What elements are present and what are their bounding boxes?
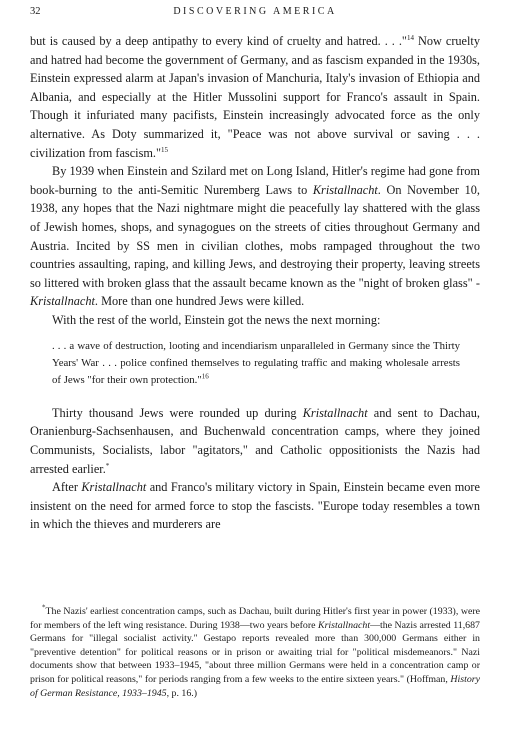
paragraph-5-text-b: and Franco's military victory in Spain, Einstein became even more insistent on the need for armed force to stop the fascists. "Europe today resembles a town in which the thieves and murderers are	[30, 480, 480, 532]
italic-term: Kristallnacht	[312, 182, 378, 197]
paragraph-2-text-c: . More than one hundred Jews were killed.	[94, 294, 305, 309]
footnote-text-c: , p. 16.)	[166, 687, 198, 699]
paragraph-5-text-a: After	[52, 480, 82, 495]
paragraph-1-text-a: but is caused by a deep antipathy to every kind of cruelty and hatred. . . ."	[30, 34, 407, 48]
footnote-text-a: The Nazis' earliest concentration camps, such as Dachau, built during Hitler's first year in power (1933), were for members of the left wing resistance. During 1938—two years before	[30, 606, 480, 631]
endnote-ref-15: 15	[161, 145, 169, 154]
paragraph-3: With the rest of the world, Einstein got the news the next morning:	[52, 312, 381, 327]
endnote-ref-14: 14	[406, 33, 414, 42]
footnote-marker: *	[105, 461, 110, 470]
body-text	[30, 32, 480, 534]
paragraph-2-text-a: By 1939 when Einstein and Szilard met on Long Island, Hitler's regime had gone from book-burning to the anti-Semitic Nuremberg Laws to	[30, 164, 480, 197]
paragraph-4	[30, 404, 480, 478]
page-header	[30, 6, 480, 20]
footnote-text-b: —the Nazis arrested 11,687 Germans for "illegal socialist activity." Gestapo reports revealed more than 300,000 Germans either in "preventive detention" for political reasons or in prison or awaiting trial for "political misdemeanors." Nazi documents show that between 1933–1945, "about three million Germans were held in a concentration camp or prison for political reasons," for periods ranging from a few weeks to the entire sixteen years." (Hoffman,	[30, 619, 480, 685]
footnote-star: *	[42, 603, 46, 612]
footnote-text	[30, 605, 480, 700]
block-quote	[52, 338, 460, 390]
italic-term: Kristallnacht	[302, 405, 368, 420]
paragraph-5	[30, 478, 480, 534]
paragraph-2	[30, 162, 480, 311]
italic-term: Kristallnacht	[30, 294, 95, 309]
paragraph-4-text-a: Thirty thousand Jews were rounded up during	[52, 405, 303, 420]
paragraph-2-text-b: . On November 10, 1938, any hopes that the Nazi nightmare might die peacefully lay shattered with the glass of Jewish homes, shops, and synagogues on the streets of cities throughout Germany and Austria. Incited by SS men in civilian clothes, mobs rampaged throughout the two countries assaulting, raping, and killing Jews, and destroying their property, leaving streets so littered with broken glass that the assault became known as the "night of broken glass" -	[30, 182, 480, 290]
footnote	[30, 605, 480, 700]
paragraph-1	[30, 32, 480, 162]
paragraph-4-text-b: and sent to Dachau, Oranienburg-Sachsenhausen, and Buchenwald concentration camps, where they joined Communists, Socialists, labor "agitators," and Catholic oppositionists the Nazis had arrested earlier.	[30, 405, 480, 476]
endnote-ref-16: 16	[201, 372, 209, 381]
citation-title: History of German Resistance, 1933–1945	[30, 673, 480, 699]
paragraph-1-text-b: Now cruelty and hatred had become the government of Germany, and as fascism expanded in the 1930s, Einstein expressed alarm at Japan's invasion of Manchuria, Italy's invasion of Ethiopia and Albania, and especially at the Hitler Mussolini support for Franco's assault in Spain. Though it infuriated many pacifists, Einstein increasingly advocated force as the only alternative. As Doty summarized it, "Peace was not above survival or saving . . . civilization from fascism."	[30, 34, 480, 160]
italic-term: Kristallnacht	[81, 480, 147, 495]
block-quote-text: . . . a wave of destruction, looting and incendiarism unparalleled in Germany since the Thirty Years' War . . . police confined themselves to regulating traffic and making wholesale arrests of Jews "for their own protection."	[52, 339, 460, 387]
page-number: 32	[30, 6, 41, 17]
italic-term: Kristallnacht	[317, 619, 371, 631]
running-head: DISCOVERING AMERICA	[173, 6, 337, 17]
